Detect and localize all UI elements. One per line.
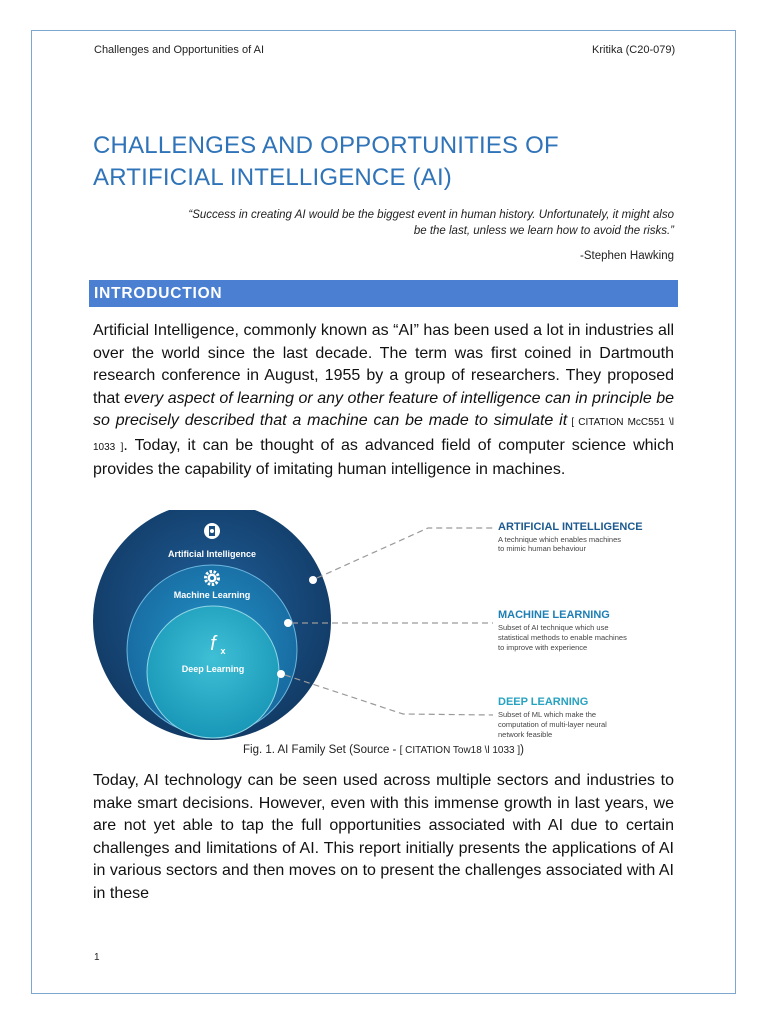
- document-title: [93, 130, 693, 194]
- document-title-line2: ARTIFICIAL INTELLIGENCE (AI): [93, 164, 453, 191]
- ai-family-figure: [93, 510, 674, 740]
- figure-caption-text: Fig. 1. AI Family Set (Source -: [242, 744, 400, 756]
- ai-circle-label: Artificial Intelligence: [167, 549, 257, 559]
- dl-legend-desc-3: network feasible: [498, 730, 553, 739]
- ai-legend-desc-1: A technique which enables machines: [498, 535, 621, 544]
- function-icon: f: [210, 633, 216, 655]
- ai-leader-line: [317, 528, 493, 578]
- intro-text-part2: . Today, it can be thought of as advanced field of computer science which provides the capability of imitating human intelligence in machines.: [93, 436, 674, 478]
- ai-chip-icon: [204, 523, 220, 539]
- ai-connector-dot: [309, 576, 317, 584]
- figure-caption-citation: [ CITATION Tow18 \l 1033 ]: [399, 745, 521, 756]
- figure-caption: [93, 744, 674, 756]
- epigraph-quote: “Success in creating AI would be the biggest event in human history. Unfortunately, it might also be the last, unless we learn how to avoid the risks.”: [188, 209, 674, 237]
- running-header-title: Challenges and Opportunities of AI: [94, 44, 265, 56]
- ml-legend-desc-1: Subset of AI technique which use: [498, 623, 609, 632]
- intro-text-part1: Artificial Intelligence, commonly known as “AI” has been used a lot in industries all over the world since the last decade. The term was first coined in Dartmouth research conference in August, 1955 by a group of researchers. They proposed that: [93, 322, 674, 407]
- running-header-author: Kritika (C20-079): [592, 44, 676, 56]
- ml-legend-desc-3: to improve with experience: [498, 643, 588, 652]
- page-number: 1: [94, 952, 100, 963]
- intro-paragraph: [93, 320, 674, 482]
- ml-legend-title: MACHINE LEARNING: [498, 609, 610, 621]
- figure-caption-end: ): [520, 744, 525, 756]
- ai-legend-desc-2: to mimic human behaviour: [498, 544, 586, 553]
- dl-leader-line: [285, 675, 493, 715]
- dl-legend-title: DEEP LEARNING: [498, 696, 589, 708]
- dl-circle-label: Deep Learning: [181, 664, 245, 674]
- applications-paragraph: Today, AI technology can be seen used across multiple sectors and industries to make smart decisions. However, even with this immense growth in last years, we are not yet able to tap the full opportunities associated with AI due to certain challenges and limitations of AI. This report initially presents the applications of AI in various sectors and then moves on to present the challenges associated with AI in these: [93, 772, 674, 902]
- section-heading: INTRODUCTION: [94, 285, 223, 302]
- ml-legend-desc-2: statistical methods to enable machines: [498, 633, 627, 642]
- ai-legend-title: ARTIFICIAL INTELLIGENCE: [498, 521, 643, 533]
- function-x-icon: x: [220, 646, 226, 656]
- section-heading-bar: [89, 280, 678, 307]
- dl-legend-desc-2: computation of multi-layer neural: [498, 720, 607, 729]
- ml-connector-dot: [284, 619, 292, 627]
- dl-legend-desc-1: Subset of ML which make the: [498, 710, 597, 719]
- document-title-line1: CHALLENGES AND OPPORTUNITIES OF: [93, 132, 559, 159]
- ml-circle-label: Machine Learning: [173, 590, 251, 600]
- dl-connector-dot: [277, 670, 285, 678]
- ai-family-diagram: [93, 510, 674, 740]
- epigraph-author: -Stephen Hawking: [580, 250, 674, 262]
- intro-citation: [ CITATION McC551 \l 1033 ]: [93, 417, 675, 453]
- intro-italic-quote: every aspect of learning or any other feature of intelligence can in principle be so precisely described that a machine can be made to simulate it: [93, 389, 674, 429]
